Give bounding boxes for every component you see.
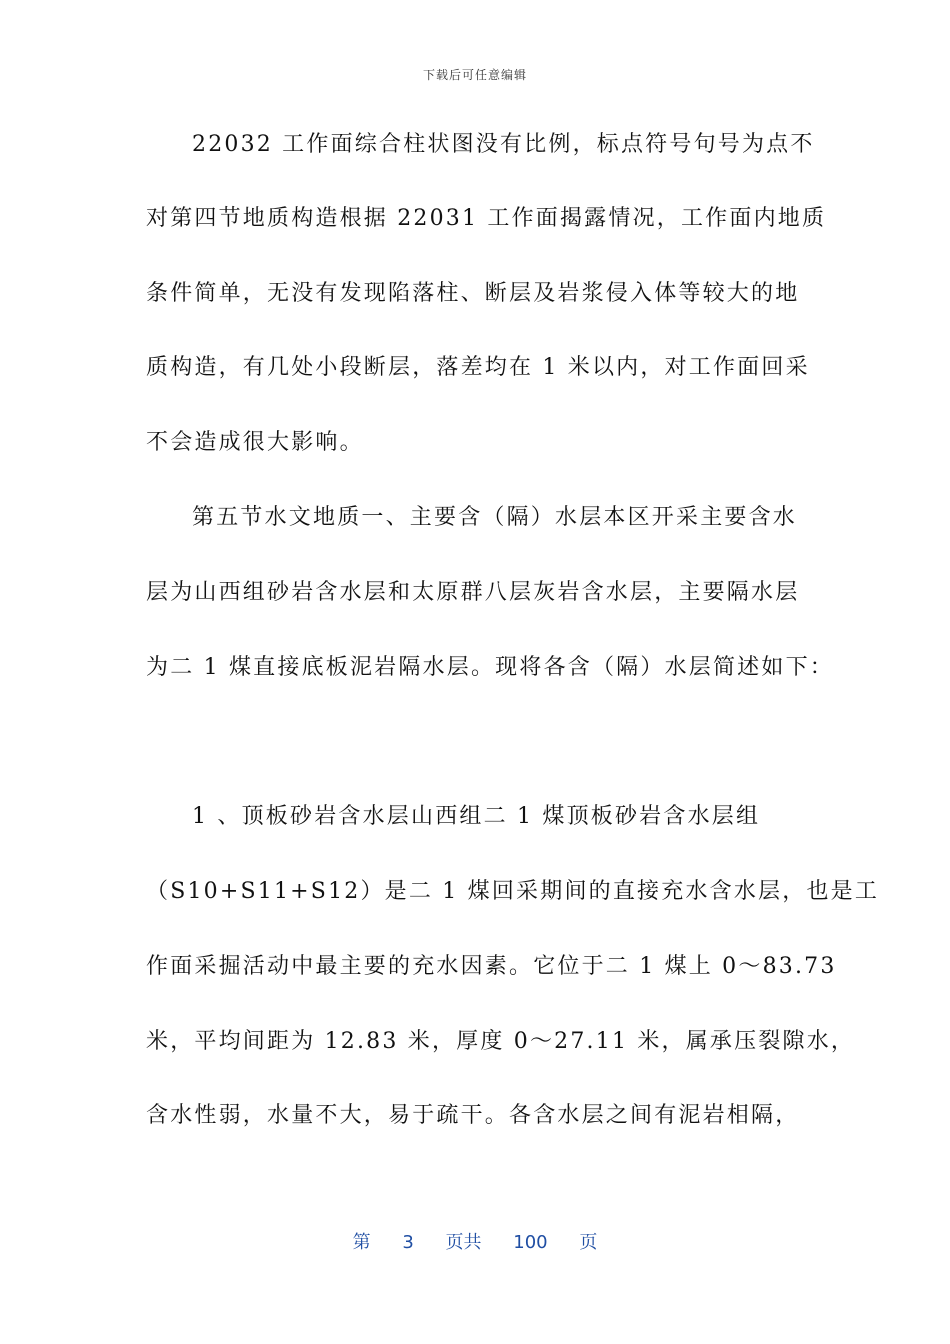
page-header-note: 下载后可任意编辑	[422, 68, 527, 82]
page-number-footer	[0, 1228, 950, 1254]
footer-current-page: 3	[402, 1232, 414, 1253]
paragraph-line: 质构造，有几处小段断层，落差均在 1 米以内，对工作面回采	[146, 355, 810, 380]
footer-total-pages: 100	[513, 1232, 548, 1253]
paragraph-line: 层为山西组砂岩含水层和太原群八层灰岩含水层，主要隔水层	[146, 580, 800, 605]
paragraph-line: （S10+S11+S12）是二 1 煤回采期间的直接充水含水层，也是工	[146, 879, 880, 904]
paragraph-line: 作面采掘活动中最主要的充水因素。它位于二 1 煤上 0～83.73	[146, 954, 837, 979]
paragraph-line: 不会造成很大影响。	[146, 430, 364, 455]
paragraph-line: 为二 1 煤直接底板泥岩隔水层。现将各含（隔）水层简述如下：	[146, 655, 834, 680]
paragraph-line: 第五节水文地质一、主要含（隔）水层本区开采主要含水	[192, 505, 798, 530]
paragraph-line: 米，平均间距为 12.83 米，厚度 0～27.11 米，属承压裂隙水，	[146, 1029, 856, 1054]
footer-prefix: 第	[352, 1232, 371, 1253]
footer-suffix: 页	[579, 1232, 598, 1253]
paragraph-line: 对第四节地质构造根据 22031 工作面揭露情况，工作面内地质	[146, 206, 827, 231]
paragraph-line: 条件简单，无没有发现陷落柱、断层及岩浆侵入体等较大的地	[146, 281, 800, 306]
footer-middle: 页共	[445, 1232, 482, 1253]
paragraph-line: 1 、顶板砂岩含水层山西组二 1 煤顶板砂岩含水层组	[192, 804, 761, 829]
paragraph-line: 含水性弱，水量不大，易于疏干。各含水层之间有泥岩相隔，	[146, 1103, 800, 1128]
paragraph-line: 22032 工作面综合柱状图没有比例，标点符号句号为点不	[192, 132, 815, 157]
